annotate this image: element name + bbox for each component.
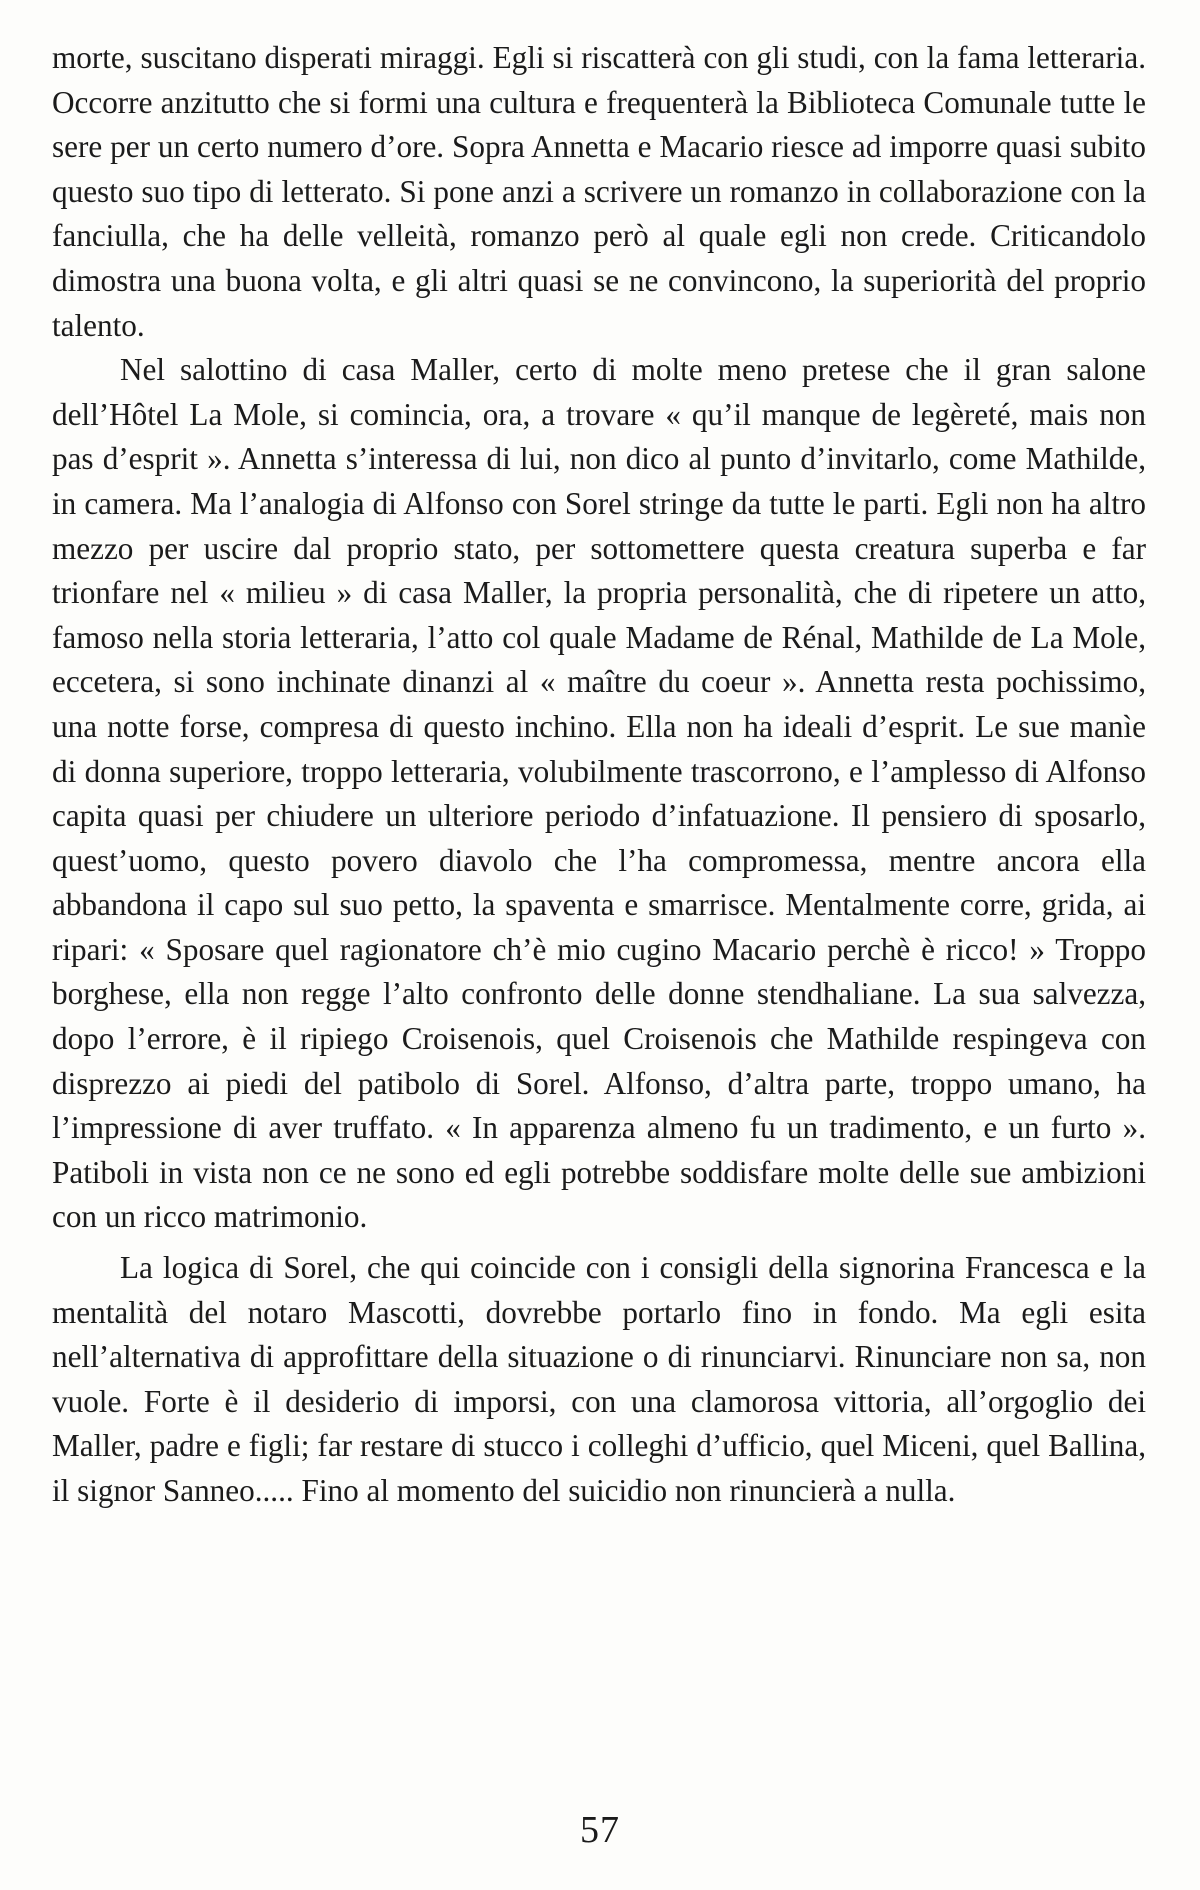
paragraph-2: Nel salottino di casa Maller, certo di molte meno pretese che il gran salone dell’Hôtel La Mole, si comincia, ora, a trovare « qu’il manque de legèreté, mais non pas d’esprit ». Annetta s’interessa di lui, non dico al punto d’invitarlo, come Mathilde, in camera. Ma l’analogia di Alfonso con Sorel stringe da tutte le parti. Egli non ha altro mezzo per uscire dal proprio stato, per sottomettere questa creatura superba e far trionfare nel « milieu » di casa Maller, la propria personalità, che di ripetere un atto, famoso nella storia letteraria, l’atto col quale Madame de Rénal, Mathilde de La Mole, eccetera, si sono inchinate dinanzi al « maître du coeur ». Annetta resta pochissimo, una notte forse, compresa di questo inchino. Ella non ha ideali d’esprit. Le sue manìe di donna superiore, troppo letteraria, volubilmente trascorrono, e l’amplesso di Alfonso capita quasi per chiudere un ulteriore periodo d’infatuazione. Il pensiero di sposarlo, quest’uomo, questo povero diavolo che l’ha compromessa, mentre ancora ella abbandona il capo sul suo petto, la spaventa e smarrisce. Mentalmente corre, grida, ai ripari: « Sposare quel ragionatore ch’è mio cugino Macario perchè è ricco! » Troppo borghese, ella non regge l’alto confronto delle donne stendhaliane. La sua salvezza, dopo l’errore, è il ripiego Croisenois, quel Croisenois che Mathilde respingeva con disprezzo ai piedi del patibolo di Sorel. Alfonso, d’altra parte, troppo umano, ha l’impressione di aver truffato. « In apparenza almeno fu un tradimento, e un furto ». Patiboli in vista non ce ne sono ed egli potrebbe soddisfare molte delle sue ambizioni con un ricco matrimonio. [52,352,1146,1235]
paragraph-3: La logica di Sorel, che qui coincide con i consigli della signorina Francesca e la mentalità del notaro Mascotti, dovrebbe portarlo fino in fondo. Ma egli esita nell’alternativa di approfittare della situazione o di rinunciarvi. Rinunciare non sa, non vuole. Forte è il desiderio di imporsi, con una clamorosa vittoria, all’orgoglio dei Maller, padre e figli; far restare di stucco i colleghi d’ufficio, quel Miceni, quel Ballina, il signor Sanneo..... Fino al momento del suicidio non rinuncierà a nulla. [52,1250,1146,1508]
paragraph-1: morte, suscitano disperati miraggi. Egli si riscatterà con gli studi, con la fama letteraria. Occorre anzitutto che si formi una cultura e frequenterà la Biblioteca Comunale tutte le sere per un certo numero d’ore. Sopra Annetta e Macario riesce ad imporre quasi subito questo suo tipo di letterato. Si pone anzi a scrivere un romanzo in collaborazione con la fanciulla, che ha delle velleità, romanzo però al quale egli non crede. Criticandolo dimostra una buona volta, e gli altri quasi se ne convincono, la superiorità del proprio talento. [52,40,1146,343]
page-number: 57 [580,1809,620,1851]
body-text [52,36,1146,1514]
